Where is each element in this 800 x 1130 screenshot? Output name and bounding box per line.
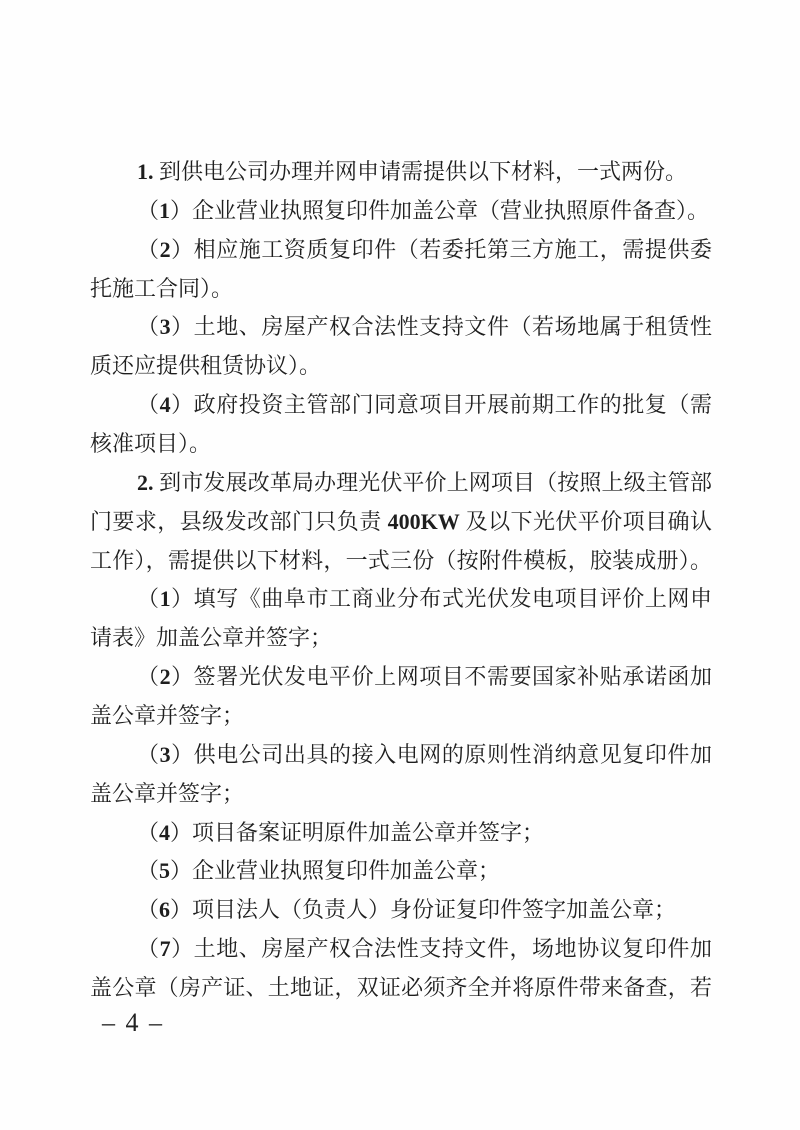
text-segment: 工作），需提供以下材料，一式三份（按附件模板，胶装成册）。 [90, 547, 712, 573]
text-segment: 盖公章并签字； [90, 703, 245, 729]
text-line [90, 425, 712, 464]
text-line [90, 930, 712, 969]
text-segment: ）土地、房屋产权合法性支持文件（若场地属于租赁性 [170, 314, 712, 340]
text-line [90, 231, 712, 270]
text-segment: （ [137, 664, 160, 690]
text-line [90, 852, 712, 891]
text-segment: ）企业营业执照复印件加盖公章； [170, 858, 501, 884]
text-segment: 盖公章（房产证、土地证，双证必须齐全并将原件带来备查，若 [90, 975, 712, 1001]
text-segment: ）供电公司出具的接入电网的原则性消纳意见复印件加 [170, 741, 712, 767]
text-segment: （ [137, 897, 160, 923]
text-line [90, 503, 712, 542]
text-line [90, 814, 712, 853]
bold-text-segment: 2 [159, 664, 171, 690]
text-segment: （ [137, 741, 160, 767]
text-line [90, 619, 712, 658]
text-segment: ）土地、房屋产权合法性支持文件，场地协议复印件加 [170, 936, 712, 962]
text-segment: ）项目备案证明原件加盖公章并签字； [170, 819, 545, 845]
text-segment: （ [137, 819, 160, 845]
text-segment: （ [137, 858, 160, 884]
bold-text-segment: 1 [159, 586, 171, 612]
bold-text-segment: 2 [159, 236, 171, 262]
text-line [90, 736, 712, 775]
bold-text-segment: 3 [159, 741, 171, 767]
bold-text-segment: 2. [137, 469, 154, 495]
text-segment: （ [137, 197, 160, 223]
text-line [90, 386, 712, 425]
bold-text-segment: 1 [159, 197, 171, 223]
text-segment: 门要求，县级发改部门只负责 [90, 508, 388, 534]
text-segment: 盖公章并签字； [90, 780, 245, 806]
text-line [90, 658, 712, 697]
text-segment: 到供电公司办理并网申请需提供以下材料，一式两份。 [153, 159, 688, 184]
text-segment: 托施工合同）。 [90, 275, 234, 301]
page-number: – 4 – [102, 1008, 164, 1037]
text-segment: 到市发展改革局办理光伏平价上网项目（按照上级主管部 [153, 469, 712, 495]
text-segment: ）企业营业执照复印件加盖公章（营业执照原件备查）。 [170, 197, 710, 223]
text-segment: ）项目法人（负责人）身份证复印件签字加盖公章； [170, 897, 677, 923]
bold-text-segment: 4 [159, 392, 171, 418]
text-line [90, 969, 712, 1008]
bold-text-segment: 4 [159, 819, 171, 845]
text-line [90, 153, 712, 192]
text-line [90, 580, 712, 619]
text-segment: 及以下光伏平价项目确认 [459, 508, 712, 534]
text-segment: （ [137, 936, 160, 962]
text-segment: ）相应施工资质复印件（若委托第三方施工，需提供委 [170, 236, 712, 262]
text-line [90, 697, 712, 736]
bold-text-segment: 6 [159, 897, 171, 923]
text-segment: （ [137, 392, 160, 418]
text-line [90, 308, 712, 347]
text-segment: （ [137, 586, 160, 612]
text-segment: （ [137, 236, 160, 262]
text-line [90, 192, 712, 231]
text-line [90, 347, 712, 386]
text-segment: 请表》加盖公章并签字； [90, 625, 333, 651]
bold-text-segment: 400KW [387, 508, 460, 534]
bold-text-segment: 7 [159, 936, 171, 962]
bold-text-segment: 1. [137, 159, 154, 184]
text-segment: 核准项目）。 [90, 431, 212, 457]
document-body [90, 153, 712, 1008]
text-segment: （ [137, 314, 160, 340]
bold-text-segment: 3 [159, 314, 171, 340]
text-segment: ）政府投资主管部门同意项目开展前期工作的批复（需 [170, 392, 712, 418]
text-segment: ）签署光伏发电平价上网项目不需要国家补贴承诺函加 [170, 664, 712, 690]
text-line [90, 891, 712, 930]
text-line [90, 775, 712, 814]
text-segment: 质还应提供租赁协议）。 [90, 353, 322, 379]
text-line [90, 270, 712, 309]
bold-text-segment: 5 [159, 858, 171, 884]
text-line [90, 542, 712, 581]
text-segment: ）填写《曲阜市工商业分布式光伏发电项目评价上网申 [170, 586, 712, 612]
text-line [90, 464, 712, 503]
